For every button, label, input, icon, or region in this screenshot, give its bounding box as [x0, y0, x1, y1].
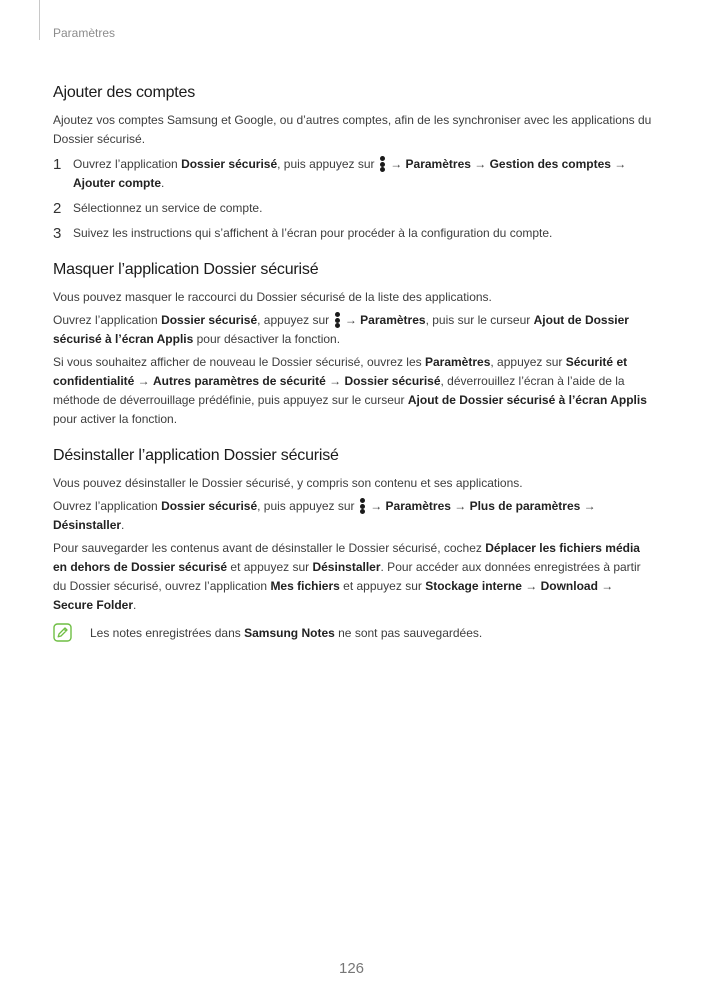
- note-box: [53, 623, 653, 643]
- paragraph: Ouvrez l’application Dossier sécurisé, puis appuyez sur → Paramètres → Plus de paramètres → Désinstaller.: [53, 499, 596, 532]
- step-item: [53, 199, 653, 218]
- step-item: [53, 155, 653, 193]
- section-title: Masquer l’application Dossier sécurisé: [53, 261, 319, 278]
- page-content: [53, 84, 653, 661]
- paragraph: Ouvrez l’application Dossier sécurisé, appuyez sur → Paramètres, puis sur le curseur Ajout de Dossier sécurisé à l’écran Applis pour désactiver la fonction.: [53, 313, 629, 346]
- section-title: Ajouter des comptes: [53, 84, 196, 101]
- page-number: 126: [338, 960, 365, 977]
- step-item: [53, 224, 653, 243]
- step-number: 2: [53, 200, 62, 217]
- paragraph: Si vous souhaitez afficher de nouveau le Dossier sécurisé, ouvrez les Paramètres, appuyez sur Sécurité et confidentialité → Autres paramètres de sécurité → Dossier sécurisé, déverrouillez l’écran à l’aide de la méthode de déverrouillage prédéfinie, puis appuyez sur le curseur Ajout de Dossier sécurisé à l’écran Applis pour activer la fonction.: [53, 355, 647, 426]
- note-text: Les notes enregistrées dans Samsung Notes ne sont pas sauvegardées.: [90, 626, 483, 640]
- step-text: Suivez les instructions qui s’affichent à l’écran pour procéder à la configuration du compte.: [73, 226, 553, 240]
- section-hide-app: [53, 261, 653, 429]
- more-options-icon: [380, 156, 385, 172]
- note-pencil-icon: [53, 623, 72, 642]
- step-text: Ouvrez l’application Dossier sécurisé, puis appuyez sur → Paramètres → Gestion des comptes → Ajouter compte.: [73, 157, 627, 190]
- paragraph: Vous pouvez masquer le raccourci du Dossier sécurisé de la liste des applications.: [53, 290, 492, 304]
- section-add-accounts: [53, 84, 653, 243]
- step-number: 1: [53, 156, 62, 173]
- section-title: Désinstaller l’application Dossier sécurisé: [53, 447, 339, 464]
- step-number: 3: [53, 225, 62, 242]
- paragraph: Vous pouvez désinstaller le Dossier sécurisé, y compris son contenu et ses applications.: [53, 476, 523, 490]
- steps-list: [53, 155, 653, 243]
- header-rule: [39, 0, 40, 40]
- running-header: Paramètres: [53, 26, 116, 40]
- section-uninstall-app: [53, 447, 653, 643]
- step-text: Sélectionnez un service de compte.: [73, 201, 263, 215]
- more-options-icon: [335, 312, 340, 328]
- paragraph: Pour sauvegarder les contenus avant de désinstaller le Dossier sécurisé, cochez Déplacer les fichiers média en dehors de Dossier sécurisé et appuyez sur Désinstaller. Pour accéder aux données enregistrées à partir du Dossier sécurisé, ouvrez l’application Mes fichiers et appuyez sur Stockage interne → Download → Secure Folder.: [53, 541, 641, 612]
- more-options-icon: [360, 498, 365, 514]
- intro-paragraph: Ajoutez vos comptes Samsung et Google, ou d’autres comptes, afin de les synchroniser avec les applications du Dossier sécurisé.: [53, 113, 652, 146]
